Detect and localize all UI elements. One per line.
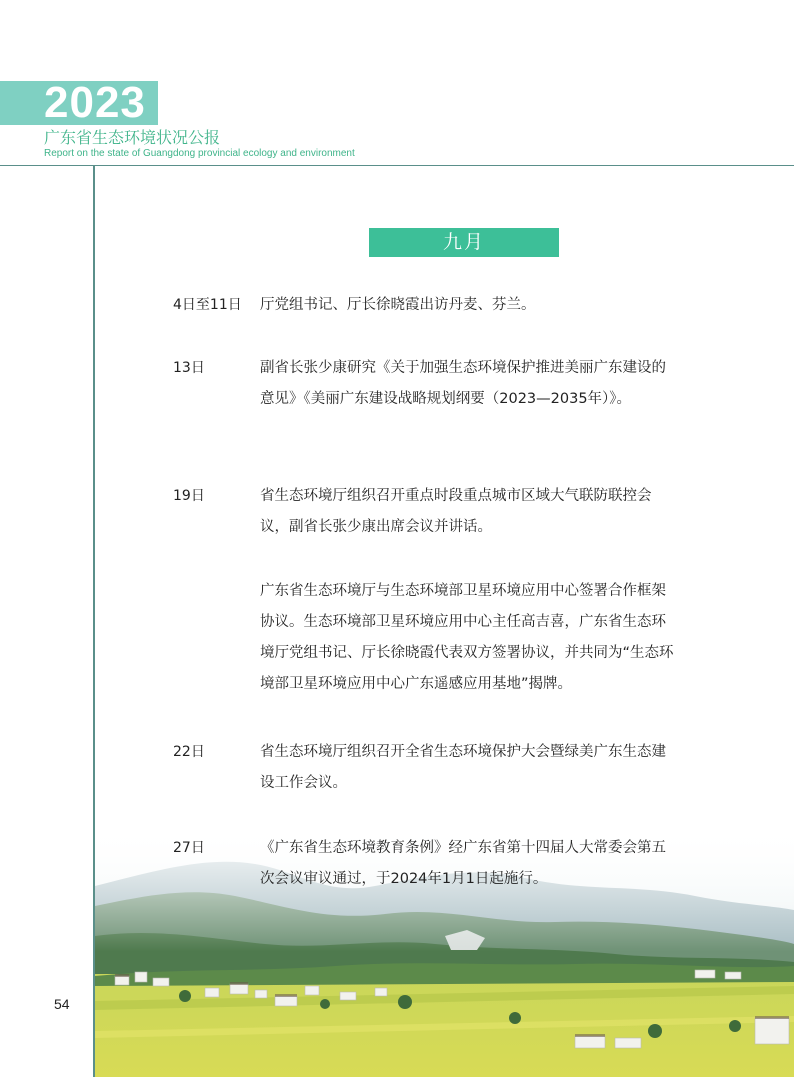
- event-date: 19日: [173, 488, 205, 504]
- month-heading: 九月: [369, 228, 559, 257]
- event-date: 27日: [173, 840, 205, 856]
- report-year: 2023: [44, 78, 146, 127]
- event-text: 省生态环境厅组织召开全省生态环境保护大会暨绿美广东生态建设工作会议。: [260, 744, 666, 791]
- header-divider: [0, 165, 794, 166]
- event-text: 省生态环境厅组织召开重点时段重点城市区域大气联防联控会议，副省长张少康出席会议并讲话。: [260, 488, 652, 535]
- event-date: 13日: [173, 360, 205, 376]
- event-date: 22日: [173, 744, 205, 760]
- event-text: 《广东省生态环境教育条例》经广东省第十四届人大常委会第五次会议审议通过，于2024年1月1日起施行。: [260, 840, 666, 887]
- report-title-en: Report on the state of Guangdong provincial ecology and environment: [44, 148, 355, 159]
- event-text: 副省长张少康研究《关于加强生态环境保护推进美丽广东建设的意见》《美丽广东建设战略规划纲要（2023—2035年）》。: [260, 360, 666, 407]
- event-date: 4日至11日: [173, 297, 242, 313]
- event-text: 广东省生态环境厅与生态环境部卫星环境应用中心签署合作框架协议。生态环境部卫星环境应用中心主任高吉喜，广东省生态环境厅党组书记、厅长徐晓霞代表双方签署协议，并共同为“生态环境部卫星环境应用中心广东遥感应用基地”揭牌。: [260, 583, 674, 692]
- event-text: 厅党组书记、厅长徐晓霞出访丹麦、芬兰。: [260, 297, 536, 313]
- page-number: 54: [54, 996, 70, 1012]
- report-title-cn: 广东省生态环境状况公报: [44, 128, 221, 147]
